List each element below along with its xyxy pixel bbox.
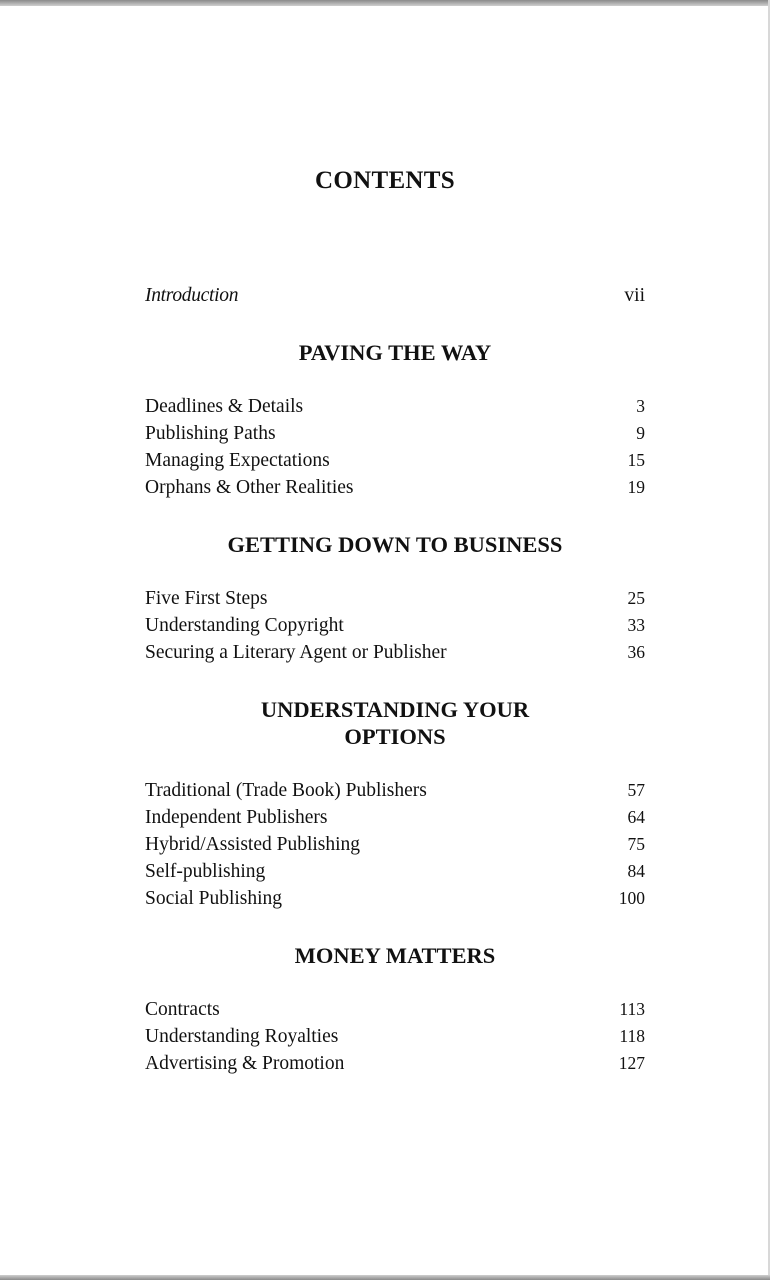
toc-entry-label: Securing a Literary Agent or Publisher (145, 642, 447, 663)
toc-section (145, 942, 645, 1077)
toc-entry-page: 25 (627, 588, 645, 608)
toc-section (145, 696, 645, 912)
toc-section (145, 531, 645, 666)
page-bottom-edge (0, 1275, 770, 1280)
toc-entry-page: 118 (619, 1026, 645, 1046)
toc-entry[interactable] (145, 858, 645, 885)
toc-entry[interactable] (145, 1050, 645, 1077)
toc-entry[interactable] (145, 612, 645, 639)
toc-entry-label: Contracts (145, 999, 220, 1020)
toc-entry[interactable] (145, 393, 645, 420)
toc-entry-label: Managing Expectations (145, 450, 330, 471)
toc-entry-page: 127 (618, 1053, 645, 1073)
toc-entry-label: Social Publishing (145, 888, 283, 909)
toc-entry-label: Traditional (Trade Book) Publishers (145, 780, 427, 801)
toc-entry-page: 3 (636, 396, 645, 416)
page-top-edge (0, 0, 770, 6)
toc-entry-page: 64 (627, 807, 645, 827)
toc-entry-label: Publishing Paths (145, 423, 276, 444)
toc-entry[interactable] (145, 885, 645, 912)
toc-entry-label: Deadlines & Details (145, 396, 304, 417)
toc-entry-label: Understanding Copyright (145, 615, 344, 636)
toc-entry-label: Understanding Royalties (145, 1026, 339, 1047)
section-heading: PAVING THE WAY (298, 340, 492, 365)
toc-entry-page: 19 (627, 477, 645, 497)
toc-entry[interactable] (145, 804, 645, 831)
toc-entry-label: Self-publishing (145, 861, 266, 882)
toc-entry-page: 57 (627, 780, 645, 800)
toc-entry-label: Hybrid/Assisted Publishing (145, 834, 361, 855)
section-heading: UNDERSTANDING YOUR OPTIONS (260, 697, 530, 749)
toc-section (145, 339, 645, 501)
toc-entry-page: 33 (627, 615, 645, 635)
section-heading: MONEY MATTERS (294, 943, 496, 968)
toc-entry-page: vii (624, 285, 645, 306)
toc-entry[interactable] (145, 447, 645, 474)
toc-entry-page: 9 (636, 423, 645, 443)
page-title: CONTENTS (315, 167, 455, 194)
toc-entry[interactable] (145, 1023, 645, 1050)
toc-entry-introduction[interactable] (145, 282, 645, 309)
toc-entry-page: 15 (627, 450, 645, 470)
toc-entry-page: 84 (627, 861, 645, 881)
toc-entry-label: Orphans & Other Realities (145, 477, 354, 498)
toc-entry[interactable] (145, 585, 645, 612)
toc-entry-page: 75 (627, 834, 645, 854)
toc-entry[interactable] (145, 996, 645, 1023)
toc-entry-label: Independent Publishers (145, 807, 328, 828)
toc-entry[interactable] (145, 420, 645, 447)
section-heading: GETTING DOWN TO BUSINESS (227, 532, 563, 557)
toc-entry-page: 100 (618, 888, 645, 908)
toc-entry-page: 113 (619, 999, 645, 1019)
toc-entry-label: Introduction (145, 285, 239, 306)
table-of-contents (145, 282, 645, 1077)
toc-entry[interactable] (145, 639, 645, 666)
toc-entry[interactable] (145, 777, 645, 804)
toc-entry[interactable] (145, 831, 645, 858)
toc-entry-page: 36 (627, 642, 645, 662)
toc-entry-label: Five First Steps (145, 588, 268, 609)
toc-entry[interactable] (145, 474, 645, 501)
toc-entry-label: Advertising & Promotion (145, 1053, 345, 1074)
